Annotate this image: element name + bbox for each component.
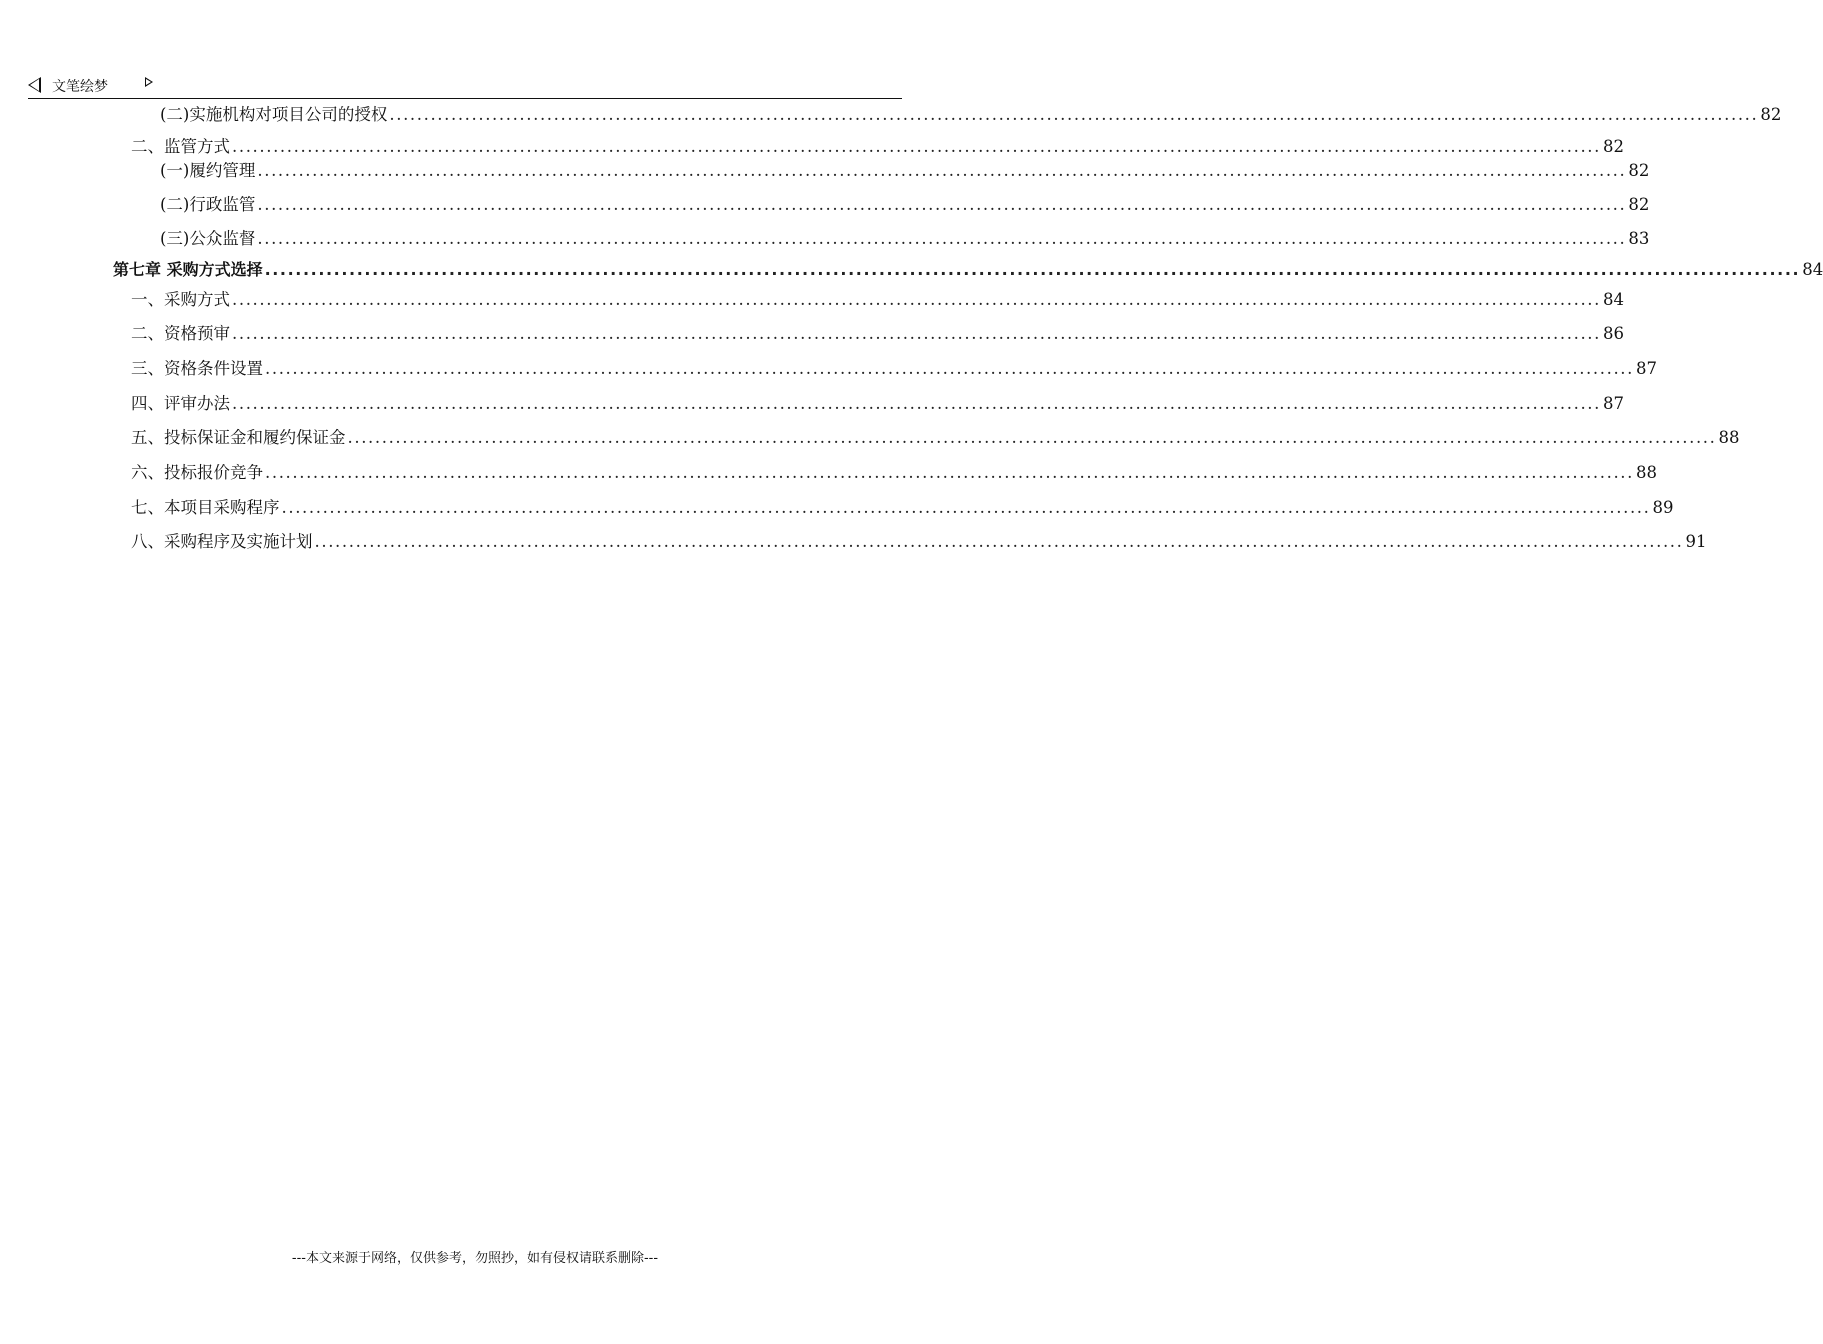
toc-entry[interactable]	[131, 320, 1624, 343]
toc-chapter-entry[interactable]	[113, 257, 1823, 279]
header-brand: 文笔绘梦	[52, 79, 108, 95]
toc-leader: ........................................................................................................................................................................................................	[264, 260, 1801, 279]
toc-entry[interactable]	[160, 225, 1650, 248]
toc-leader: ........................................................................................................................................................................................................	[232, 324, 1601, 343]
toc-entry-page: 88	[1635, 463, 1657, 482]
toc-leader: ........................................................................................................................................................................................................	[232, 137, 1601, 156]
toc-entry-label: (二)行政监管	[160, 195, 256, 214]
toc-leader: ........................................................................................................................................................................................................	[314, 532, 1684, 551]
toc-entry-label: (二)实施机构对项目公司的授权	[160, 105, 388, 124]
toc-entry-label: 一、采购方式	[131, 290, 230, 309]
toc-entry-page: 86	[1602, 324, 1624, 343]
page-header	[28, 72, 902, 99]
toc-leader: ........................................................................................................................................................................................................	[257, 229, 1627, 248]
toc-entry-label: 七、本项目采购程序	[131, 498, 280, 517]
triangle-left-icon	[28, 77, 41, 93]
toc-leader: ........................................................................................................................................................................................................	[281, 498, 1651, 517]
toc-entry-label: 三、资格条件设置	[131, 359, 263, 378]
toc-leader: ........................................................................................................................................................................................................	[257, 161, 1627, 180]
toc-entry-label: 二、监管方式	[131, 137, 230, 156]
toc-entry[interactable]	[160, 191, 1650, 214]
toc-entry-page: 88	[1718, 428, 1740, 447]
toc-entry-label: 第七章 采购方式选择	[113, 260, 263, 279]
toc-leader: ........................................................................................................................................................................................................	[347, 428, 1717, 447]
toc-entry[interactable]	[131, 286, 1624, 309]
toc-entry-page: 83	[1628, 229, 1650, 248]
toc-entry-label: 八、采购程序及实施计划	[131, 532, 313, 551]
toc-entry-label: 四、评审办法	[131, 394, 230, 413]
toc-entry-label: (一)履约管理	[160, 161, 256, 180]
toc-entry[interactable]	[131, 390, 1624, 413]
toc-entry[interactable]	[131, 133, 1624, 156]
toc-entry-page: 82	[1628, 161, 1650, 180]
toc-leader: ........................................................................................................................................................................................................	[265, 359, 1634, 378]
triangle-right-icon	[145, 77, 153, 87]
toc-leader: ........................................................................................................................................................................................................	[389, 105, 1759, 124]
toc-entry[interactable]	[160, 157, 1650, 180]
toc-entry-page: 89	[1652, 498, 1674, 517]
toc-entry[interactable]	[131, 459, 1657, 482]
toc-entry[interactable]	[131, 494, 1674, 517]
toc-leader: ........................................................................................................................................................................................................	[232, 290, 1601, 309]
toc-entry[interactable]	[160, 101, 1782, 124]
toc-entry-label: 五、投标保证金和履约保证金	[131, 428, 346, 447]
toc-entry-label: (三)公众监督	[160, 229, 256, 248]
page-footer: ---本文来源于网络，仅供参考，勿照抄，如有侵权请联系删除---	[291, 1251, 659, 1266]
toc-entry-page: 87	[1602, 394, 1624, 413]
toc-entry-page: 82	[1760, 105, 1782, 124]
toc-entry-page: 84	[1802, 260, 1823, 279]
toc-entry[interactable]	[131, 355, 1657, 378]
toc-entry-page: 84	[1602, 290, 1624, 309]
toc-leader: ........................................................................................................................................................................................................	[257, 195, 1627, 214]
toc-entry[interactable]	[131, 528, 1707, 551]
toc-entry-page: 87	[1635, 359, 1657, 378]
toc-entry[interactable]	[131, 424, 1740, 447]
toc-entry-label: 二、资格预审	[131, 324, 230, 343]
toc-leader: ........................................................................................................................................................................................................	[265, 463, 1634, 482]
toc-entry-label: 六、投标报价竞争	[131, 463, 263, 482]
toc-entry-page: 91	[1685, 532, 1707, 551]
toc-entry-page: 82	[1628, 195, 1650, 214]
toc-entry-page: 82	[1602, 137, 1624, 156]
toc-leader: ........................................................................................................................................................................................................	[232, 394, 1601, 413]
